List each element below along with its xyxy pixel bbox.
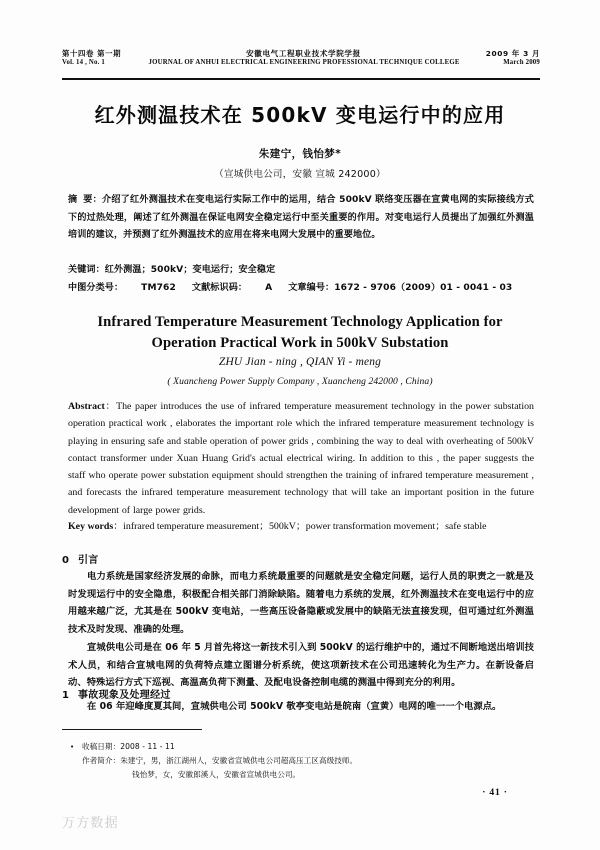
footnote-block bbox=[70, 740, 500, 781]
journal-name-en: JOURNAL OF ANHUI ELECTRICAL ENGINEERING PROFESSIONAL TECHNIQUE COLLEGE bbox=[148, 58, 460, 66]
running-head bbox=[62, 50, 540, 67]
body-paragraph-3: 在 06 年迎峰度夏其间，宣城供电公司 500kV 敬亭变电站是皖南（宣黄）电网的唯一一个电源点。 bbox=[87, 701, 502, 712]
authors-en: ZHU Jian - ning , QIAN Yi - meng bbox=[218, 356, 382, 368]
masthead-divider bbox=[62, 78, 540, 80]
section-0-number: 0 bbox=[62, 555, 70, 566]
section-heading-0 bbox=[62, 551, 534, 566]
keywords-text-cn: ：红外测温；500kV；变电运行；安全稳定 bbox=[95, 265, 276, 275]
footnote-divider bbox=[62, 729, 202, 730]
footnote-bio-line-2 bbox=[70, 768, 500, 781]
issue-date-cn: 2009 年 3 月 bbox=[485, 49, 540, 58]
keywords-cn bbox=[68, 262, 534, 280]
abstract-label-cn-2: 要 bbox=[83, 195, 93, 205]
section-1-title: 事故现象及处理经过 bbox=[78, 690, 171, 701]
affiliation-cn: （宣城供电公司，安徽 宣城 242000） bbox=[214, 169, 386, 180]
doc-code-value: A bbox=[265, 283, 273, 293]
masthead-row-en bbox=[62, 59, 540, 67]
page-title-en bbox=[70, 312, 530, 354]
abstract-label-en: Abstract bbox=[68, 401, 105, 412]
keywords-label-cn: 关键词 bbox=[68, 265, 96, 275]
keywords-en bbox=[68, 518, 534, 535]
title-en-line2: Operation Practical Work in 500kV Substation bbox=[151, 335, 449, 351]
volume-issue-cn: 第十四卷 第一期 bbox=[62, 49, 122, 58]
article-id-value: ：1672 - 9706（2009）01 - 0041 - 03 bbox=[325, 283, 513, 293]
body-paragraph-1: 电力系统是国家经济发展的命脉，而电力系统最重要的问题就是安全稳定问题，运行人员的职责之一就是及时发现运行中的安全隐患，积极配合相关部门消除缺陷。随着电力系统的发展，红外测温技术在变电运行中的应用越来越广泛，尤其是在 500kV 变电站，一些高压设备隐蔽或发展中的缺陷无法直接发现，但可通过红外测温技术及时发现、准确的处理。 bbox=[68, 571, 534, 635]
clc-value: TM762 bbox=[141, 283, 176, 293]
authors-cn: 朱建宁，钱怡梦* bbox=[258, 148, 342, 160]
section-1-number: 1 bbox=[62, 690, 70, 701]
received-value: 2008 - 11 - 11 bbox=[120, 742, 175, 751]
abstract-text-cn: ：介绍了红外测温技术在变电运行实际工作中的运用，结合 500kV 联络变压器在宣黄电网的实际接线方式下的过热处理，阐述了红外测温在保证电网安全稳定运行中至关重要的作用。对变电运行人员提出了加强红外测温培训的建议，并预测了红外测温技术的应用在将来电网大发展中的重要地位。 bbox=[68, 195, 534, 241]
page-title-cn: 红外测温技术在 500kV 变电运行中的应用 bbox=[94, 103, 506, 127]
footnote-received-line bbox=[70, 740, 500, 754]
abstract-text-en: ：The paper introduces the use of infrared temperature measurement technology in the power substation operation practical work , elaborates the important role which the infrared temperature measurement technology is playing in ensuring safe and stable operation of power grids , combining the way to deal with overheating of 500kV contact transformer under Xuan Huang Grid's actual electrical wiring. In addition to this , the paper suggests the staff who operate power substation equipment should strengthen the training of infrared temperature measurement , and forecasts the infrared temperature measurement technology that will take an important position in the future development of large power grids. bbox=[68, 401, 534, 516]
issue-date-en: March 2009 bbox=[503, 58, 540, 66]
classification-line bbox=[68, 280, 534, 298]
clc-label: 中图分类号： bbox=[68, 283, 124, 293]
article-id-label: 文章编号 bbox=[288, 283, 326, 293]
abstract-en bbox=[68, 398, 534, 519]
bio-label: 作者简介： bbox=[82, 756, 121, 766]
watermark: 万方数据 bbox=[62, 816, 119, 831]
section-0-title: 引言 bbox=[78, 555, 99, 566]
masthead-row-cn bbox=[62, 50, 540, 59]
doc-code-label: 文献标识码： bbox=[191, 283, 248, 293]
volume-issue-en: Vol. 14 , No. 1 bbox=[62, 58, 105, 66]
bio-author-2: 钱怡梦，女，安徽郎溪人，安徽省宣城供电公司。 bbox=[132, 769, 301, 779]
page-number: · 41 · bbox=[482, 787, 508, 798]
keywords-label-en: Key words bbox=[68, 521, 114, 532]
abstract-label-cn-1: 摘 bbox=[68, 195, 84, 205]
footnote-bio-line-1 bbox=[70, 754, 500, 767]
abstract-cn bbox=[68, 192, 534, 245]
bio-author-1: 朱建宁，男，浙江湖州人，安徽省宣城供电公司超高压工区高级技师。 bbox=[120, 756, 358, 766]
body-paragraph-2: 宣城供电公司是在 06 年 5 月首先将这一新技术引入到 500kV 的运行维护中的，通过不间断地送出培训技术人员，和结合宣城电网的负荷特点建立图谱分析系统，使这项新技术在公司迅速转化为生产力。在新设备启动、特殊运行方式下巡视、高温高负荷下测量、及配电设备控制电缆的测温中得到充分的利用。 bbox=[68, 642, 534, 689]
affiliation-en: ( Xuancheng Power Supply Company , Xuancheng 242000 , China) bbox=[167, 376, 433, 387]
journal-name-cn: 安徽电气工程职业技术学院学报 bbox=[246, 49, 361, 58]
received-label: 收稿日期： bbox=[82, 742, 121, 751]
title-en-line1: Infrared Temperature Measurement Technology Application for bbox=[97, 314, 503, 330]
keywords-text-en: ：infrared temperature measurement；500kV；power transformation movement；safe stable bbox=[113, 521, 487, 532]
bullet-icon: • bbox=[70, 743, 75, 751]
